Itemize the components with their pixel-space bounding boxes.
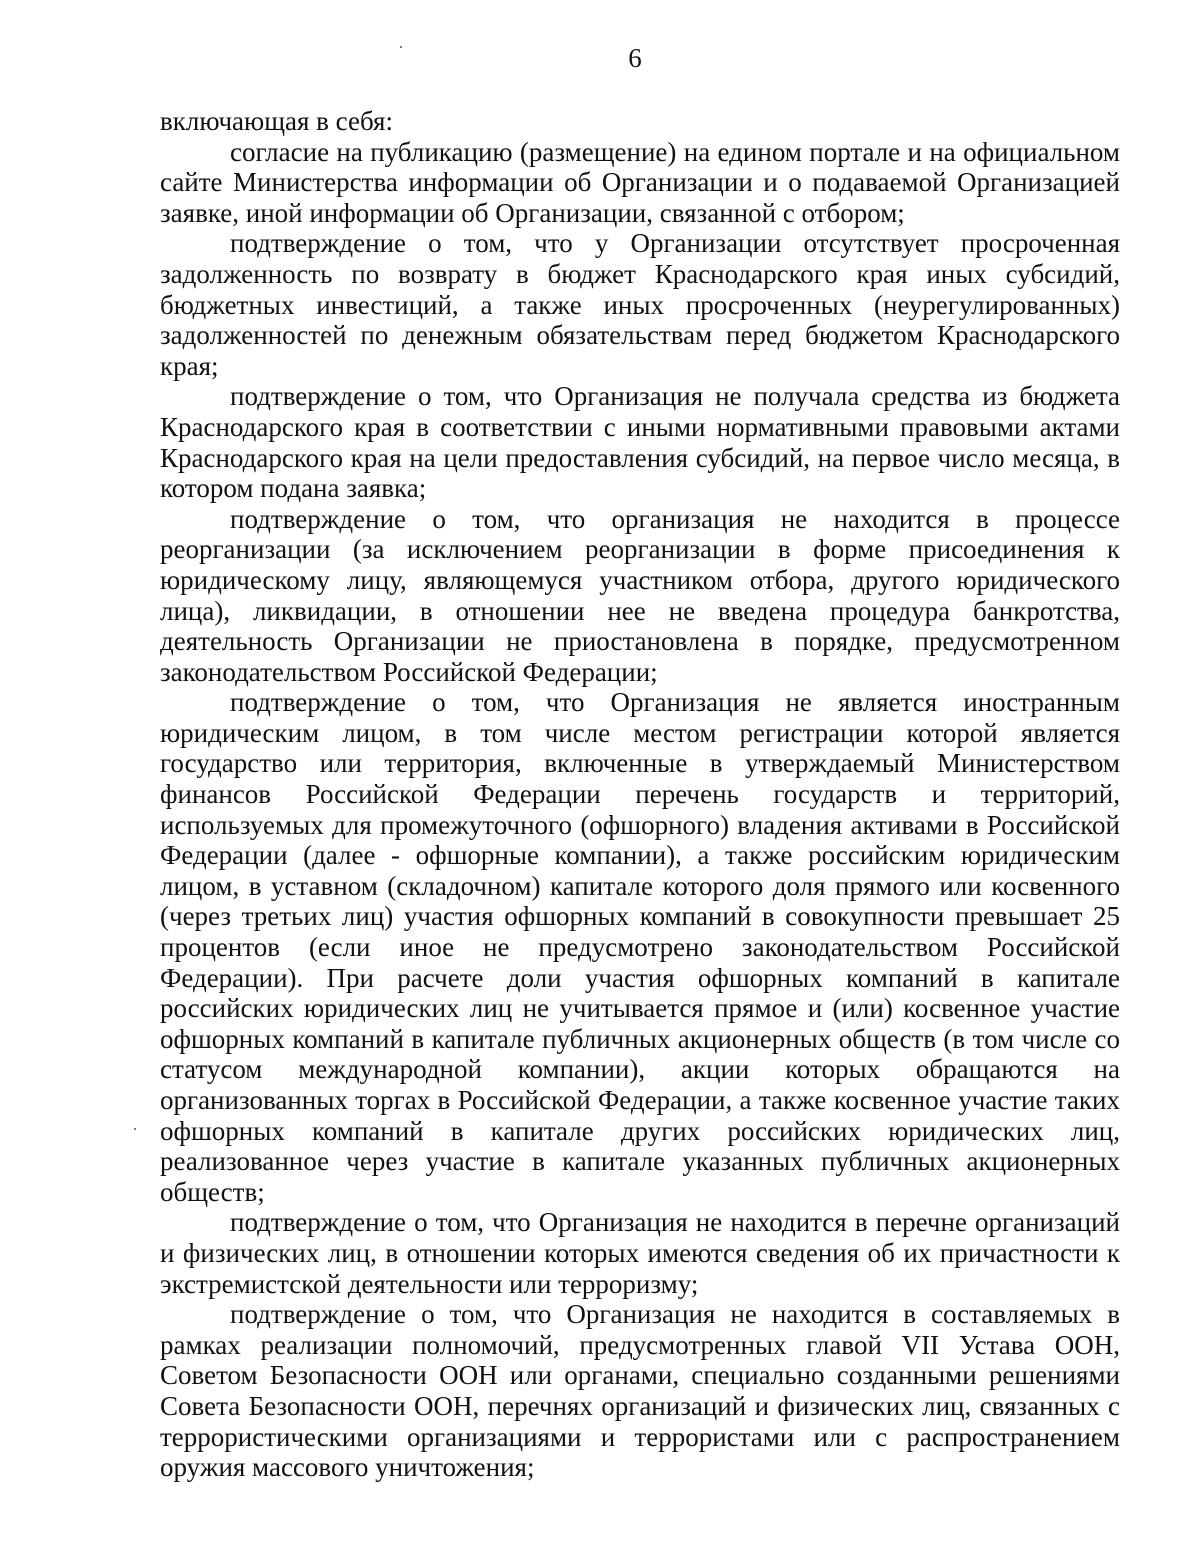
paragraph-not-un-sanctions-list: подтверждение о том, что Организация не находится в составляемых в рамках реализации полномочий, предусмотренных главой VII Устава ООН, Советом Безопасности ООН или органами, специально созданными решениями Совета Безопасности ООН, перечнях организаций и физических лиц, связанных с террористическими организациями и террористами или с распространением оружия массового уничтожения; bbox=[160, 1299, 1120, 1483]
paragraph-not-extremist-list: подтверждение о том, что Организация не находится в перечне организаций и физических лиц, в отношении которых имеются сведения об их причастности к экстремистской деятельности или терроризму; bbox=[160, 1207, 1120, 1299]
paragraph-no-overdue-debt: подтверждение о том, что у Организации отсутствует просроченная задолженность по возврату в бюджет Краснодарского края иных субсидий, бюджетных инвестиций, а также иных просроченных (неурегулированных) задолженностей по денежным обязательствам перед бюджетом Краснодарского края; bbox=[160, 228, 1120, 381]
paragraph-no-reorganization: подтверждение о том, что организация не находится в процессе реорганизации (за исключением реорганизации в форме присоединения к юридическому лицу, являющемуся участником отбора, другого юридического лица), ликвидации, в отношении нее не введена процедура банкротства, деятельность Организации не приостановлена в порядке, предусмотренном законодательством Российской Федерации; bbox=[160, 503, 1120, 687]
paragraph-publication-consent: согласие на публикацию (размещение) на едином портале и на официальном сайте Министерства информации об Организации и о подаваемой Организацией заявке, иной информации об Организации, связанной с отбором; bbox=[160, 136, 1120, 228]
paragraph-not-foreign-entity: подтверждение о том, что Организация не является иностранным юридическим лицом, в том числе местом регистрации которой является государство или территория, включенные в утверждаемый Министерством финансов Российской Федерации перечень государств и территорий, используемых для промежуточного (офшорного) владения активами в Российской Федерации (далее - офшорные компании), а также российским юридическим лицом, в уставном (складочном) капитале которого доля прямого или косвенного (через третьих лиц) участия офшорных компаний в совокупности превышает 25 процентов (если иное не предусмотрено законодательством Российской Федерации). При расчете доли участия офшорных компаний в капитале российских юридических лиц не учитывается прямое и (или) косвенное участие офшорных компаний в капитале публичных акционерных обществ (в том числе со статусом международной компании), акции которых обращаются на организованных торгах в Российской Федерации, а также косвенное участие таких офшорных компаний в капитале других российских юридических лиц, реализованное через участие в капитале указанных публичных акционерных обществ; bbox=[160, 687, 1120, 1207]
page-number: 6 bbox=[628, 43, 642, 73]
paragraph-intro: включающая в себя: bbox=[160, 106, 393, 136]
document-body bbox=[160, 106, 1120, 1483]
paragraph-no-other-funding: подтверждение о том, что Организация не получала средства из бюджета Краснодарского края в соответствии с иными нормативными правовыми актами Краснодарского края на цели предоставления субсидий, на первое число месяца, в котором подана заявка; bbox=[160, 381, 1120, 504]
scan-speck bbox=[134, 1128, 136, 1130]
